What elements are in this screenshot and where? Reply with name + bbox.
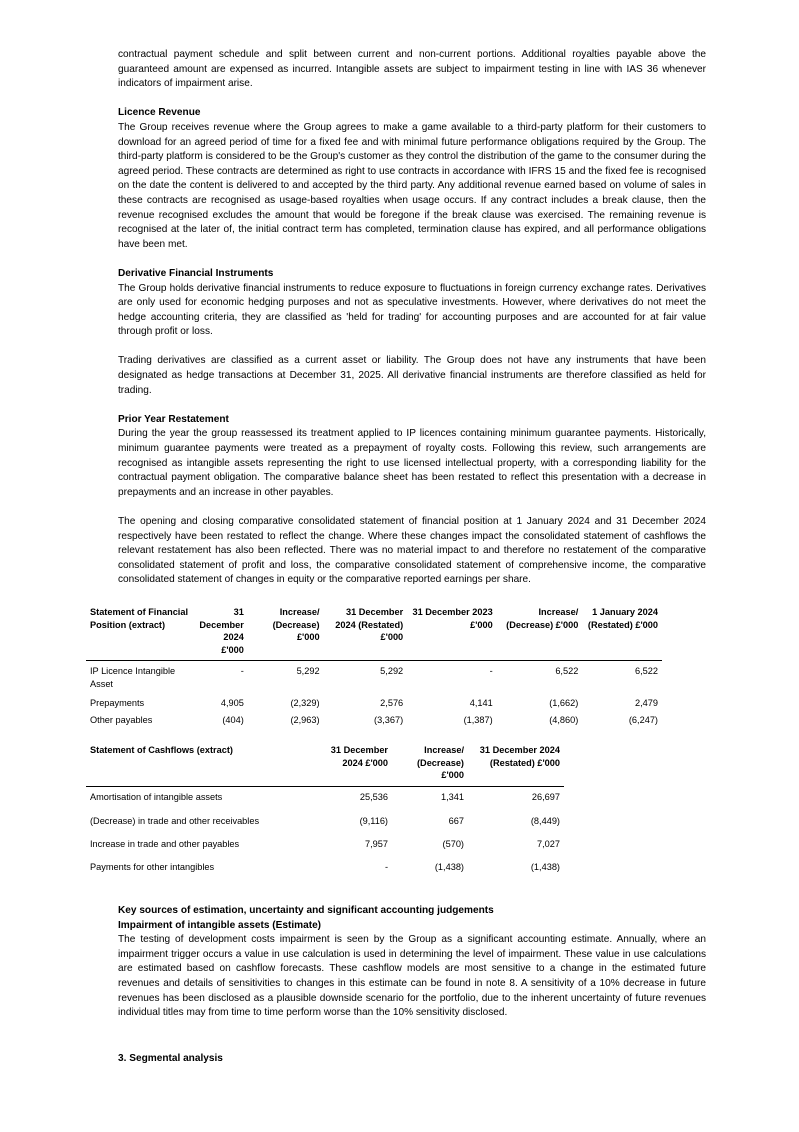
licence-revenue-paragraph: The Group receives revenue where the Group agrees to make a game available to a third-party platform for their customers to download for an agreed period of time for a fixed fee and with minimal future performance obligations required by the Group. The third-party platform is considered to be the Group's customer as they control the distribution of the game to the consumer during the agreed period. These contracts are determined as right to use contracts in accordance with IFRS 15 and the fixed fee is recognised on the date the content is delivered to and accepted by the third party. Any additional revenue earned based on volume of sales in these contracts are recognised as usage-based royalties when usage occurs. If any contract includes a break clause, then the revenue recognised excludes the amount that would be foregone if the break clause was exercised. The remaining revenue is recognised at the later of, the initial contract term has completed, termination clause has expired, and all performance obligations have been met. <box>118 121 706 250</box>
table-cell: 7,027 <box>537 838 560 849</box>
table-cell: 4,905 <box>220 698 244 708</box>
table-cell: (1,438) <box>434 861 464 872</box>
table-cell: (570) <box>442 838 464 849</box>
column-header: 31 December 2024 £'000 <box>316 744 392 786</box>
table-cell: Prepayments <box>90 698 145 708</box>
table-cell: 1,341 <box>441 791 464 802</box>
table-row <box>86 786 564 810</box>
table-cell: (3,367) <box>374 715 404 725</box>
table-cell: (9,116) <box>359 815 388 826</box>
table-cell: (6,247) <box>628 715 658 725</box>
impairment-paragraph: The testing of development costs impairment is seen by the Group as a significant accounting estimate. Annually, where an impairment trigger occurs a value in use calculation is used in determining the level of impairment. These value in use calculations are estimated based on cashflow forecasts. These cashflow models are most sensitive to a change in the estimated future revenues and details of sensitivities to changes in this estimate can be found in note 8. A sensitivity of a 10% decrease in future revenues has been disclosed as a plausible downside scenario for the portfolio, due to the inherent uncertainty of future revenues individual titles may from time to time perform worse than the 10% sensitivity disclosed. <box>118 934 706 1019</box>
column-header: Increase/ (Decrease) £'000 <box>392 744 468 786</box>
table-cell: - <box>384 861 388 872</box>
table-cell: Other payables <box>90 715 153 725</box>
column-header: 31 December 2024 (Restated) £'000 <box>468 744 564 786</box>
table-cell: 6,522 <box>555 666 579 676</box>
cashflow-table <box>86 744 564 879</box>
table-cell: Payments for other intangibles <box>90 861 215 872</box>
table-cell: 5,292 <box>380 666 404 676</box>
segmental-heading: 3. Segmental analysis <box>118 1053 223 1064</box>
column-header: 31 December 2024 £'000 <box>195 606 247 661</box>
derivatives-paragraph-1: The Group holds derivative financial instruments to reduce exposure to fluctuations in foreign currency exchange rates. Derivatives are only used for economic hedging purposes and not as speculative investments. However, where derivatives do not meet the hedge accounting criteria, they are classified as 'held for trading' for accounting purposes and are accounted for at fair value through profit or loss. <box>118 282 706 338</box>
column-header: Statement of Cashflows (extract) <box>86 744 316 786</box>
table-cell: 26,697 <box>531 791 560 802</box>
key-sources-section <box>118 904 706 1021</box>
table-cell: 2,576 <box>380 698 404 708</box>
impairment-subheading: Impairment of intangible assets (Estimate) <box>118 919 322 931</box>
restatement-heading: Prior Year Restatement <box>118 413 229 425</box>
column-header: 31 December 2024 (Restated) £'000 <box>324 606 408 661</box>
table-cell: - <box>489 666 493 676</box>
table-cell: 4,141 <box>469 698 493 708</box>
key-sources-heading: Key sources of estimation, uncertainty and significant accounting judgements <box>118 905 494 916</box>
column-header: 1 January 2024 (Restated) £'000 <box>582 606 662 661</box>
licence-revenue-heading: Licence Revenue <box>118 107 201 119</box>
table-header-row <box>86 744 564 786</box>
table-cell: (Decrease) in trade and other receivables <box>90 815 260 826</box>
table-cell: 667 <box>448 815 464 826</box>
table-cell: (1,387) <box>463 715 493 725</box>
segmental-section <box>118 1052 223 1067</box>
derivatives-heading: Derivative Financial Instruments <box>118 267 274 279</box>
restatement-paragraph-2: The opening and closing comparative consolidated statement of financial position at 1 January 2024 and 31 December 2024 respectively have been restated to reflect the change. Where these changes impact the consolidated statement of cashflows the relevant restatement has also been reflected. There was no material impact to and therefore no restatement of the comparative consolidated statement of profit and loss, the comparative consolidated statement of comprehensive income, the comparative consolidated statement of changes in equity or the comparative reported earnings per share. <box>118 516 706 586</box>
table-row <box>86 697 662 714</box>
table-cell: (2,963) <box>290 715 320 725</box>
table-header-row <box>86 606 662 661</box>
table-cell: 7,957 <box>365 838 388 849</box>
table-row <box>86 810 564 833</box>
intro-paragraph: contractual payment schedule and split between current and non-current portions. Additional royalties payable above the guaranteed amount are expensed as incurred. Intangible assets are subject to impairment testing in line with IAS 36 whenever indicators of impairment arise. <box>118 49 706 90</box>
table-cell: 6,522 <box>635 666 658 676</box>
table-row <box>86 833 564 856</box>
financial-position-table <box>86 606 662 731</box>
table-cell: (1,438) <box>530 861 560 872</box>
table-cell: (8,449) <box>530 815 560 826</box>
table-cell: Increase in trade and other payables <box>90 838 240 849</box>
table-cell: 5,292 <box>296 666 320 676</box>
column-header: 31 December 2023 £'000 <box>407 606 497 661</box>
table-cell: (4,860) <box>549 715 579 725</box>
table-cell: - <box>240 666 244 676</box>
table-cell: (1,662) <box>549 698 579 708</box>
column-header: Statement of Financial Position (extract) <box>86 606 195 661</box>
column-header: Increase/ (Decrease) £'000 <box>497 606 583 661</box>
table-cell: IP Licence Intangible Asset <box>90 666 176 689</box>
restatement-paragraph-1: During the year the group reassessed its treatment applied to IP licences containing minimum guarantee payments. Historically, minimum guarantee payments were treated as a prepayment of royalty costs. Following this review, such arrangements are recognised as intangible assets representing the right to use licensed intellectual property, with a corresponding liability for the contractual payment obligation. The comparative balance sheet has been restated to reflect this presentation with a decrease in prepayments and an increase in other payables. <box>118 428 706 498</box>
table-cell: (404) <box>222 715 244 725</box>
column-header: Increase/ (Decrease) £'000 <box>248 606 324 661</box>
derivatives-paragraph-2: Trading derivatives are classified as a current asset or liability. The Group does not have any instruments that have been designated as hedge transactions at December 31, 2025. All derivative financial instruments are therefore classified as held for trading. <box>118 355 706 396</box>
document-body <box>118 48 706 588</box>
table-row <box>86 856 564 879</box>
table-cell: 25,536 <box>359 791 388 802</box>
table-cell: Amortisation of intangible assets <box>90 791 223 802</box>
table-row <box>86 714 662 731</box>
table-cell: 2,479 <box>635 698 658 708</box>
table-cell: (2,329) <box>290 698 320 708</box>
table-row <box>86 661 662 698</box>
